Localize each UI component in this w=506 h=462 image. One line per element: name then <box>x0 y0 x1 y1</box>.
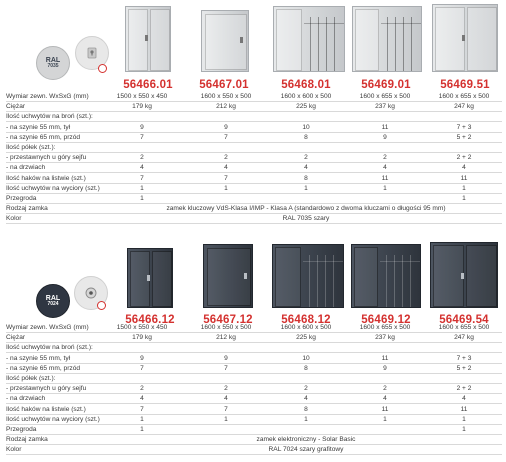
spec-label: Kolor <box>6 215 22 223</box>
spec-value: 4 <box>140 164 144 172</box>
cabinet-image-56466-12 <box>127 248 173 308</box>
spec-row-divider <box>6 195 502 204</box>
key-icon <box>84 45 100 61</box>
spec-value: 7 <box>140 174 144 182</box>
spec-label: Ilość uchwytów na broń (szt.): <box>6 113 93 121</box>
spec-label: Przegroda <box>6 195 37 202</box>
spec-value: 225 kg <box>296 334 316 342</box>
spec-value: 1 <box>383 184 387 192</box>
spec-value: 237 kg <box>375 103 395 111</box>
spec-value: 5 + 2 <box>456 133 472 141</box>
spec-value: 1 <box>140 195 144 202</box>
spec-row-color <box>6 446 502 455</box>
product-code: 56467.12 <box>203 314 253 326</box>
spec-label: - na szynie 65 mm, przód <box>6 133 81 141</box>
cabinet-image-56468-12 <box>272 244 344 308</box>
ral-badge-7035: RAL 7035 <box>36 46 70 80</box>
spec-value: 5 + 2 <box>456 364 472 372</box>
spec-value: 11 <box>460 174 468 182</box>
spec-row-b_total <box>6 113 502 122</box>
spec-value: 1500 x 550 x 450 <box>116 324 168 331</box>
spec-value: 2 + 2 <box>456 154 472 162</box>
spec-value: 11 <box>381 354 389 362</box>
spec-value: 1 <box>462 415 466 423</box>
spec-value: 4 <box>462 164 466 172</box>
spec-value: 1 <box>224 415 228 423</box>
spec-value: 1600 x 600 x 500 <box>280 93 332 100</box>
spec-value: 2 <box>383 385 387 393</box>
spec-value: 4 <box>383 164 387 172</box>
spec-value: 9 <box>224 354 228 362</box>
spec-value: 1 <box>462 426 466 433</box>
spec-row-color <box>6 215 502 224</box>
spec-value: 1 <box>140 415 144 423</box>
product-code: 56469.01 <box>361 79 411 91</box>
spec-value: 9 <box>224 123 228 131</box>
spec-label: Rodzaj zamka <box>6 436 48 444</box>
spec-value: 7 <box>224 364 228 372</box>
spec-value: 1 <box>140 184 144 192</box>
cabinet-image-56469-12 <box>351 244 421 308</box>
spec-value: 7 + 3 <box>456 354 472 362</box>
cabinet-image-56466-01 <box>125 6 171 72</box>
spec-value: 9 <box>383 364 387 372</box>
spec-label: Ilość haków na listwie (szt.) <box>6 174 86 182</box>
spec-row-s_door <box>6 164 502 173</box>
keypad-icon <box>83 285 99 301</box>
spec-value: 1600 x 655 x 500 <box>438 324 490 331</box>
spec-row-s_total <box>6 375 502 384</box>
spec-value-merged: RAL 7035 szary <box>282 215 330 223</box>
spec-value: 7 <box>224 405 228 413</box>
spec-row-b_total <box>6 344 502 353</box>
spec-value: 8 <box>304 174 308 182</box>
spec-value: 8 <box>304 133 308 141</box>
product-code: 56469.51 <box>440 79 490 91</box>
spec-value: 1 <box>304 415 308 423</box>
spec-value: 2 <box>304 385 308 393</box>
spec-value: 8 <box>304 364 308 372</box>
spec-value: 7 <box>140 133 144 141</box>
spec-value: 7 <box>140 364 144 372</box>
spec-value: 1600 x 550 x 500 <box>200 93 252 100</box>
spec-value: 11 <box>381 405 389 413</box>
spec-value: 4 <box>224 395 228 403</box>
spec-row-divider <box>6 426 502 435</box>
spec-label: - na szynie 65 mm, przód <box>6 364 81 372</box>
alarm-icon <box>98 64 107 73</box>
spec-value: 11 <box>381 174 389 182</box>
spec-value: 1 <box>462 184 466 192</box>
spec-value: 2 <box>224 154 228 162</box>
spec-row-hooks <box>6 406 502 415</box>
spec-row-b55 <box>6 355 502 364</box>
spec-value: 2 <box>140 154 144 162</box>
product-code: 56468.12 <box>281 314 331 326</box>
spec-value: 212 kg <box>216 103 236 111</box>
ral-badge-7024: RAL 7024 <box>36 284 70 318</box>
spec-value: 1500 x 550 x 450 <box>116 93 168 100</box>
spec-row-dims <box>6 93 502 102</box>
spec-value: 4 <box>224 164 228 172</box>
spec-value: 7 <box>224 133 228 141</box>
spec-value: 7 <box>140 405 144 413</box>
spec-value: 4 <box>304 164 308 172</box>
spec-row-b65 <box>6 134 502 143</box>
spec-label: Ciężar <box>6 103 26 111</box>
spec-value: 1 <box>224 184 228 192</box>
cabinet-image-56469-01 <box>352 6 422 72</box>
spec-value: 1 <box>383 415 387 423</box>
spec-label: Ilość uchwytów na wyciory (szt.) <box>6 415 100 423</box>
product-code: 56469.12 <box>361 314 411 326</box>
spec-label: - przestawnych u góry sejfu <box>6 154 87 162</box>
spec-value: 1 <box>462 195 466 202</box>
spec-row-s_total <box>6 144 502 153</box>
spec-label: Przegroda <box>6 426 37 433</box>
spec-label: Kolor <box>6 446 22 454</box>
spec-value: 7 <box>224 174 228 182</box>
spec-label: - przestawnych u góry sejfu <box>6 385 87 393</box>
cabinet-image-56469-51 <box>432 4 498 72</box>
spec-value: 4 <box>383 395 387 403</box>
spec-value: 179 kg <box>132 334 152 342</box>
spec-value: 212 kg <box>216 334 236 342</box>
spec-row-b65 <box>6 365 502 374</box>
spec-row-s_door <box>6 395 502 404</box>
spec-value-merged: zamek elektroniczny - Solar Basic <box>256 436 356 444</box>
spec-value: 11 <box>381 123 389 131</box>
spec-value: 1 <box>304 184 308 192</box>
spec-value: 2 + 2 <box>456 385 472 393</box>
spec-value: 179 kg <box>132 103 152 111</box>
cabinet-image-56467-01 <box>201 10 249 72</box>
spec-label: - na szynie 55 mm, tył <box>6 123 71 131</box>
spec-label: Ciężar <box>6 334 26 342</box>
spec-value: 8 <box>304 405 308 413</box>
spec-row-s_top <box>6 154 502 163</box>
spec-value: 2 <box>224 385 228 393</box>
spec-value: 9 <box>140 354 144 362</box>
spec-row-lock <box>6 436 502 445</box>
spec-value: 7 + 3 <box>456 123 472 131</box>
spec-value: 10 <box>302 123 310 131</box>
product-code: 56467.01 <box>199 79 249 91</box>
spec-label: Ilość uchwytów na wyciory (szt.) <box>6 184 100 192</box>
product-code: 56469.54 <box>439 314 489 326</box>
spec-label: - na drzwiach <box>6 395 46 403</box>
spec-row-ammo <box>6 416 502 425</box>
spec-value: 2 <box>140 385 144 393</box>
spec-value: 9 <box>383 133 387 141</box>
spec-value: 1600 x 600 x 500 <box>280 324 332 331</box>
spec-value: 2 <box>383 154 387 162</box>
cabinet-image-56467-12 <box>203 244 253 308</box>
spec-label: Ilość uchwytów na broń (szt.): <box>6 344 93 352</box>
spec-value-merged: zamek kluczowy VdS-Klasa I/IMP - Klasa A (standardowo z dwoma kluczami o długości 95 mm) <box>166 205 446 213</box>
product-code: 56466.12 <box>125 314 175 326</box>
spec-value: 237 kg <box>375 334 395 342</box>
spec-row-ammo <box>6 185 502 194</box>
spec-value: 4 <box>462 395 466 403</box>
spec-value: 1 <box>140 426 144 433</box>
spec-value: 11 <box>460 405 468 413</box>
spec-row-dims <box>6 324 502 333</box>
spec-value: 4 <box>304 395 308 403</box>
spec-label: Wymiar zewn. WxSxG (mm) <box>6 93 89 100</box>
spec-label: Rodzaj zamka <box>6 205 48 213</box>
spec-row-weight <box>6 334 502 343</box>
spec-value: 9 <box>140 123 144 131</box>
spec-row-hooks <box>6 175 502 184</box>
spec-value: 1600 x 655 x 500 <box>438 93 490 100</box>
spec-value-merged: RAL 7024 szary grafitowy <box>268 446 344 454</box>
spec-label: Ilość półek (szt.): <box>6 375 56 382</box>
cabinet-image-56468-01 <box>273 6 345 72</box>
product-code: 56468.01 <box>281 79 331 91</box>
spec-value: 1600 x 655 x 500 <box>359 324 411 331</box>
spec-value: 1600 x 550 x 500 <box>200 324 252 331</box>
spec-row-lock <box>6 205 502 214</box>
spec-value: 225 kg <box>296 103 316 111</box>
spec-label: Wymiar zewn. WxSxG (mm) <box>6 324 89 331</box>
spec-label: - na szynie 55 mm, tył <box>6 354 71 362</box>
cabinet-image-56469-54 <box>430 242 498 308</box>
spec-label: Ilość haków na listwie (szt.) <box>6 405 86 413</box>
spec-label: Ilość półek (szt.): <box>6 144 56 151</box>
spec-value: 247 kg <box>454 334 474 342</box>
spec-label: - na drzwiach <box>6 164 46 172</box>
spec-row-s_top <box>6 385 502 394</box>
spec-value: 1600 x 655 x 500 <box>359 93 411 100</box>
spec-value: 4 <box>140 395 144 403</box>
spec-row-b55 <box>6 124 502 133</box>
product-code: 56466.01 <box>123 79 173 91</box>
section-ral-7024 <box>0 236 506 462</box>
alarm-icon <box>97 301 106 310</box>
spec-value: 2 <box>304 154 308 162</box>
spec-row-weight <box>6 103 502 112</box>
spec-value: 247 kg <box>454 103 474 111</box>
spec-value: 10 <box>302 354 310 362</box>
